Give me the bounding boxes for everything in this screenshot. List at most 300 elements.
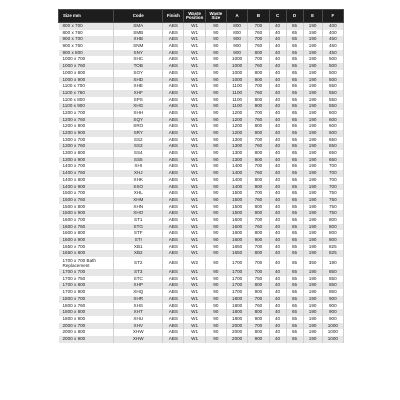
cell-code: XB1 <box>114 244 163 251</box>
cell-e: 190 <box>303 83 322 90</box>
cell-size: 1700 x 800 <box>59 282 114 289</box>
cell-e: 190 <box>303 184 322 191</box>
cell-size: 1200 x 760 <box>59 117 114 124</box>
cell-c: 40 <box>269 70 286 77</box>
cell-waste-position: W1 <box>184 103 205 110</box>
cell-d: 65 <box>286 197 303 204</box>
cell-finish: ABS <box>163 336 184 343</box>
cell-waste-size: 90 <box>205 269 226 276</box>
table-row <box>59 36 344 43</box>
column-header-waste-size: Waste Size <box>205 10 226 23</box>
cell-b: 760 <box>248 63 269 70</box>
cell-c: 40 <box>269 50 286 57</box>
cell-waste-position: W1 <box>184 143 205 150</box>
cell-code: SQY <box>114 117 163 124</box>
cell-size: 1700 x 750 <box>59 276 114 283</box>
table-row <box>59 316 344 323</box>
cell-c: 40 <box>269 103 286 110</box>
cell-waste-position: W1 <box>184 237 205 244</box>
cell-code: SSO <box>114 184 163 191</box>
table-row <box>59 43 344 50</box>
cell-b: 760 <box>248 170 269 177</box>
cell-c: 40 <box>269 250 286 257</box>
cell-waste-position: W1 <box>184 56 205 63</box>
cell-a: 1800 <box>227 303 248 310</box>
cell-waste-size: 90 <box>205 97 226 104</box>
cell-d: 65 <box>286 117 303 124</box>
cell-c: 40 <box>269 282 286 289</box>
cell-finish: ABS <box>163 170 184 177</box>
cell-size: 1400 x 900 <box>59 184 114 191</box>
cell-finish: ABS <box>163 150 184 157</box>
table-row <box>59 123 344 130</box>
cell-b: 800 <box>248 309 269 316</box>
cell-waste-position: W1 <box>184 336 205 343</box>
table-row <box>59 250 344 257</box>
cell-e: 190 <box>303 50 322 57</box>
cell-f: 700 <box>322 184 343 191</box>
cell-finish: ABS <box>163 197 184 204</box>
cell-finish: ABS <box>163 250 184 257</box>
cell-waste-position: W1 <box>184 190 205 197</box>
cell-code: SS5 <box>114 157 163 164</box>
table-row <box>59 230 344 237</box>
cell-waste-size: 90 <box>205 289 226 296</box>
cell-code: XB2 <box>114 250 163 257</box>
cell-a: 1700 <box>227 257 248 269</box>
cell-f: 750 <box>322 197 343 204</box>
cell-b: 800 <box>248 97 269 104</box>
cell-f: 700 <box>322 163 343 170</box>
cell-finish: ABS <box>163 56 184 63</box>
cell-waste-position: W1 <box>184 36 205 43</box>
cell-e: 190 <box>303 210 322 217</box>
cell-b: 800 <box>248 123 269 130</box>
cell-code: SNM <box>114 43 163 50</box>
table-row <box>59 184 344 191</box>
cell-finish: ABS <box>163 143 184 150</box>
table-row <box>59 97 344 104</box>
cell-code: ST3 <box>114 269 163 276</box>
cell-f: 700 <box>322 170 343 177</box>
cell-d: 65 <box>286 150 303 157</box>
cell-c: 40 <box>269 23 286 30</box>
cell-waste-size: 90 <box>205 170 226 177</box>
cell-f: 650 <box>322 137 343 144</box>
cell-a: 1700 <box>227 269 248 276</box>
cell-b: 760 <box>248 197 269 204</box>
cell-b: 750 <box>248 276 269 283</box>
cell-e: 190 <box>303 289 322 296</box>
cell-f: 700 <box>322 177 343 184</box>
cell-c: 40 <box>269 56 286 63</box>
cell-finish: ABS <box>163 163 184 170</box>
cell-waste-size: 90 <box>205 83 226 90</box>
cell-size: 1100 x 760 <box>59 90 114 97</box>
cell-a: 1600 <box>227 224 248 231</box>
cell-a: 1300 <box>227 150 248 157</box>
cell-size: 1500 x 800 <box>59 204 114 211</box>
cell-c: 40 <box>269 237 286 244</box>
table-row <box>59 157 344 164</box>
cell-a: 1000 <box>227 63 248 70</box>
cell-f: 500 <box>322 63 343 70</box>
cell-code: XHC <box>114 56 163 63</box>
cell-c: 40 <box>269 197 286 204</box>
cell-code: XHB <box>114 36 163 43</box>
cell-finish: ABS <box>163 177 184 184</box>
cell-c: 40 <box>269 329 286 336</box>
cell-a: 1100 <box>227 83 248 90</box>
cell-a: 1700 <box>227 289 248 296</box>
cell-code: XHG <box>114 103 163 110</box>
cell-a: 800 <box>227 30 248 37</box>
cell-e: 190 <box>303 250 322 257</box>
table-row <box>59 276 344 283</box>
cell-size: 1000 x 900 <box>59 77 114 84</box>
cell-size: 1500 x 700 <box>59 190 114 197</box>
cell-f: 400 <box>322 23 343 30</box>
cell-b: 700 <box>248 23 269 30</box>
cell-waste-size: 90 <box>205 43 226 50</box>
cell-f: 1000 <box>322 323 343 330</box>
cell-d: 65 <box>286 110 303 117</box>
cell-size: 1650 x 700 <box>59 244 114 251</box>
cell-waste-size: 90 <box>205 163 226 170</box>
cell-a: 1700 <box>227 276 248 283</box>
cell-code: STG <box>114 224 163 231</box>
cell-waste-position: W1 <box>184 276 205 283</box>
column-header-c: C <box>269 10 286 23</box>
cell-finish: ABS <box>163 23 184 30</box>
cell-e: 190 <box>303 143 322 150</box>
cell-d: 65 <box>286 269 303 276</box>
cell-f: 1000 <box>322 329 343 336</box>
cell-d: 65 <box>286 177 303 184</box>
cell-size: 1500 x 760 <box>59 197 114 204</box>
cell-size: 1800 x 900 <box>59 316 114 323</box>
cell-code: XHL <box>114 190 163 197</box>
cell-waste-size: 90 <box>205 197 226 204</box>
cell-f: 900 <box>322 316 343 323</box>
cell-waste-size: 90 <box>205 103 226 110</box>
cell-code: ST2 <box>114 257 163 269</box>
cell-waste-position: W1 <box>184 269 205 276</box>
cell-e: 190 <box>303 316 322 323</box>
cell-code: SRO <box>114 123 163 130</box>
cell-size: 1300 x 800 <box>59 150 114 157</box>
table-row <box>59 190 344 197</box>
cell-waste-size: 90 <box>205 143 226 150</box>
cell-finish: ABS <box>163 276 184 283</box>
cell-c: 40 <box>269 204 286 211</box>
cell-waste-position: W1 <box>184 97 205 104</box>
cell-c: 40 <box>269 303 286 310</box>
cell-code: XHW <box>114 336 163 343</box>
cell-waste-position: W1 <box>184 50 205 57</box>
cell-c: 40 <box>269 210 286 217</box>
cell-size: 2000 x 700 <box>59 323 114 330</box>
cell-a: 1500 <box>227 197 248 204</box>
cell-d: 65 <box>286 230 303 237</box>
cell-waste-position: W1 <box>184 316 205 323</box>
cell-f: 800 <box>322 230 343 237</box>
table-row <box>59 110 344 117</box>
cell-e: 190 <box>303 323 322 330</box>
cell-e: 190 <box>303 230 322 237</box>
cell-code: SS4 <box>114 150 163 157</box>
cell-f: 800 <box>322 217 343 224</box>
cell-e: 190 <box>303 170 322 177</box>
cell-e: 190 <box>303 329 322 336</box>
cell-b: 800 <box>248 50 269 57</box>
cell-f: 750 <box>322 190 343 197</box>
table-row <box>59 150 344 157</box>
cell-e: 190 <box>303 177 322 184</box>
cell-d: 65 <box>286 103 303 110</box>
cell-waste-position: W1 <box>184 130 205 137</box>
cell-b: 900 <box>248 184 269 191</box>
cell-finish: ABS <box>163 217 184 224</box>
cell-b: 760 <box>248 43 269 50</box>
cell-d: 65 <box>286 336 303 343</box>
cell-size: 1300 x 900 <box>59 157 114 164</box>
cell-a: 1000 <box>227 77 248 84</box>
cell-a: 1300 <box>227 137 248 144</box>
cell-a: 1200 <box>227 123 248 130</box>
cell-c: 40 <box>269 323 286 330</box>
table-row <box>59 269 344 276</box>
cell-size: 1000 x 800 <box>59 70 114 77</box>
cell-b: 900 <box>248 237 269 244</box>
cell-c: 40 <box>269 110 286 117</box>
cell-finish: ABS <box>163 309 184 316</box>
cell-f: 600 <box>322 123 343 130</box>
cell-d: 65 <box>286 204 303 211</box>
cell-finish: ABS <box>163 130 184 137</box>
cell-f: 450 <box>322 36 343 43</box>
cell-b: 900 <box>248 210 269 217</box>
table-row <box>59 204 344 211</box>
cell-waste-position: W1 <box>184 309 205 316</box>
cell-a: 1500 <box>227 210 248 217</box>
cell-e: 190 <box>303 90 322 97</box>
cell-waste-position: W1 <box>184 289 205 296</box>
cell-c: 40 <box>269 130 286 137</box>
cell-d: 65 <box>286 137 303 144</box>
cell-a: 1100 <box>227 90 248 97</box>
cell-c: 40 <box>269 170 286 177</box>
cell-b: 700 <box>248 269 269 276</box>
cell-e: 190 <box>303 23 322 30</box>
cell-waste-position: W1 <box>184 77 205 84</box>
cell-waste-position: W1 <box>184 244 205 251</box>
cell-waste-size: 90 <box>205 30 226 37</box>
cell-size: 2000 x 800 <box>59 329 114 336</box>
cell-a: 900 <box>227 36 248 43</box>
column-header-waste-position: Waste Position <box>184 10 205 23</box>
cell-c: 40 <box>269 43 286 50</box>
column-header-e: E <box>303 10 322 23</box>
cell-waste-size: 90 <box>205 77 226 84</box>
cell-a: 1600 <box>227 230 248 237</box>
cell-waste-size: 90 <box>205 257 226 269</box>
cell-code: XHW <box>114 329 163 336</box>
cell-e: 190 <box>303 130 322 137</box>
cell-waste-position: W1 <box>184 163 205 170</box>
cell-finish: ABS <box>163 30 184 37</box>
cell-size: 1000 x 760 <box>59 63 114 70</box>
cell-waste-position: W1 <box>184 323 205 330</box>
cell-f: 550 <box>322 97 343 104</box>
table-row <box>59 23 344 30</box>
cell-f: 800 <box>322 237 343 244</box>
cell-waste-position: W1 <box>184 217 205 224</box>
cell-a: 1700 <box>227 282 248 289</box>
cell-size: 800 x 760 <box>59 30 114 37</box>
cell-d: 65 <box>286 90 303 97</box>
cell-waste-position: W1 <box>184 83 205 90</box>
cell-waste-size: 90 <box>205 237 226 244</box>
cell-waste-position: W1 <box>184 170 205 177</box>
cell-size: 900 x 800 <box>59 50 114 57</box>
cell-code: STI <box>114 237 163 244</box>
cell-e: 190 <box>303 110 322 117</box>
cell-a: 1400 <box>227 163 248 170</box>
cell-waste-size: 90 <box>205 224 226 231</box>
cell-waste-position: W1 <box>184 110 205 117</box>
cell-size: 900 x 760 <box>59 43 114 50</box>
cell-waste-position: W1 <box>184 90 205 97</box>
cell-c: 40 <box>269 36 286 43</box>
cell-waste-position: W1 <box>184 123 205 130</box>
cell-waste-size: 90 <box>205 137 226 144</box>
column-header-a: A <box>227 10 248 23</box>
cell-waste-size: 90 <box>205 23 226 30</box>
cell-waste-size: 90 <box>205 190 226 197</box>
cell-b: 760 <box>248 117 269 124</box>
cell-size: 1400 x 760 <box>59 170 114 177</box>
cell-d: 65 <box>286 329 303 336</box>
cell-waste-size: 90 <box>205 70 226 77</box>
cell-b: 700 <box>248 163 269 170</box>
cell-finish: ABS <box>163 204 184 211</box>
cell-a: 1300 <box>227 143 248 150</box>
cell-d: 65 <box>286 303 303 310</box>
cell-code: XHU <box>114 316 163 323</box>
cell-code: XHH <box>114 110 163 117</box>
cell-finish: ABS <box>163 244 184 251</box>
cell-waste-size: 90 <box>205 150 226 157</box>
cell-waste-size: 90 <box>205 250 226 257</box>
cell-a: 1100 <box>227 97 248 104</box>
cell-code: XHD <box>114 77 163 84</box>
cell-a: 1200 <box>227 130 248 137</box>
cell-finish: ABS <box>163 90 184 97</box>
cell-code: XHM <box>114 197 163 204</box>
cell-waste-position: W1 <box>184 177 205 184</box>
table-row <box>59 296 344 303</box>
cell-b: 700 <box>248 56 269 63</box>
cell-f: 450 <box>322 50 343 57</box>
cell-e: 190 <box>303 103 322 110</box>
column-header-f: F <box>322 10 343 23</box>
cell-finish: ABS <box>163 303 184 310</box>
cell-d: 65 <box>286 63 303 70</box>
cell-waste-position: W1 <box>184 296 205 303</box>
cell-d: 65 <box>286 170 303 177</box>
cell-size: 1600 x 900 <box>59 237 114 244</box>
cell-d: 65 <box>286 190 303 197</box>
cell-code: SMB <box>114 30 163 37</box>
cell-c: 40 <box>269 97 286 104</box>
cell-f: 600 <box>322 110 343 117</box>
cell-f: 550 <box>322 83 343 90</box>
product-size-table <box>58 9 344 343</box>
cell-a: 1200 <box>227 110 248 117</box>
cell-waste-size: 90 <box>205 184 226 191</box>
cell-c: 40 <box>269 63 286 70</box>
cell-d: 65 <box>286 250 303 257</box>
cell-d: 65 <box>286 316 303 323</box>
cell-b: 900 <box>248 289 269 296</box>
cell-waste-position: W1 <box>184 224 205 231</box>
cell-size: 1800 x 700 <box>59 296 114 303</box>
cell-waste-position: W1 <box>184 204 205 211</box>
cell-size: 1100 x 900 <box>59 103 114 110</box>
cell-waste-size: 90 <box>205 204 226 211</box>
cell-b: 760 <box>248 90 269 97</box>
cell-size: 1200 x 800 <box>59 123 114 130</box>
cell-d: 65 <box>286 130 303 137</box>
table-row <box>59 289 344 296</box>
cell-e: 190 <box>303 43 322 50</box>
cell-waste-size: 90 <box>205 117 226 124</box>
table-row <box>59 244 344 251</box>
cell-d: 65 <box>286 163 303 170</box>
cell-waste-position: W1 <box>184 117 205 124</box>
cell-b: 800 <box>248 204 269 211</box>
cell-f: 1000 <box>322 336 343 343</box>
cell-f: 850 <box>322 282 343 289</box>
cell-f: 650 <box>322 143 343 150</box>
cell-b: 900 <box>248 77 269 84</box>
cell-waste-size: 90 <box>205 244 226 251</box>
cell-size: 1100 x 800 <box>59 97 114 104</box>
cell-waste-size: 90 <box>205 230 226 237</box>
cell-finish: ABS <box>163 257 184 269</box>
column-header-code: Code <box>114 10 163 23</box>
cell-c: 40 <box>269 289 286 296</box>
cell-size: 1400 x 700 <box>59 163 114 170</box>
cell-waste-position: W1 <box>184 30 205 37</box>
cell-d: 65 <box>286 237 303 244</box>
cell-waste-position: W1 <box>184 282 205 289</box>
cell-waste-size: 90 <box>205 303 226 310</box>
cell-finish: ABS <box>163 63 184 70</box>
cell-a: 1100 <box>227 103 248 110</box>
cell-size: 1300 x 700 <box>59 137 114 144</box>
cell-d: 65 <box>286 77 303 84</box>
cell-e: 190 <box>303 282 322 289</box>
table-row <box>59 56 344 63</box>
cell-code: XHV <box>114 323 163 330</box>
cell-a: 2000 <box>227 336 248 343</box>
cell-finish: ABS <box>163 97 184 104</box>
cell-a: 1400 <box>227 184 248 191</box>
cell-waste-position: W1 <box>184 63 205 70</box>
cell-d: 65 <box>286 70 303 77</box>
